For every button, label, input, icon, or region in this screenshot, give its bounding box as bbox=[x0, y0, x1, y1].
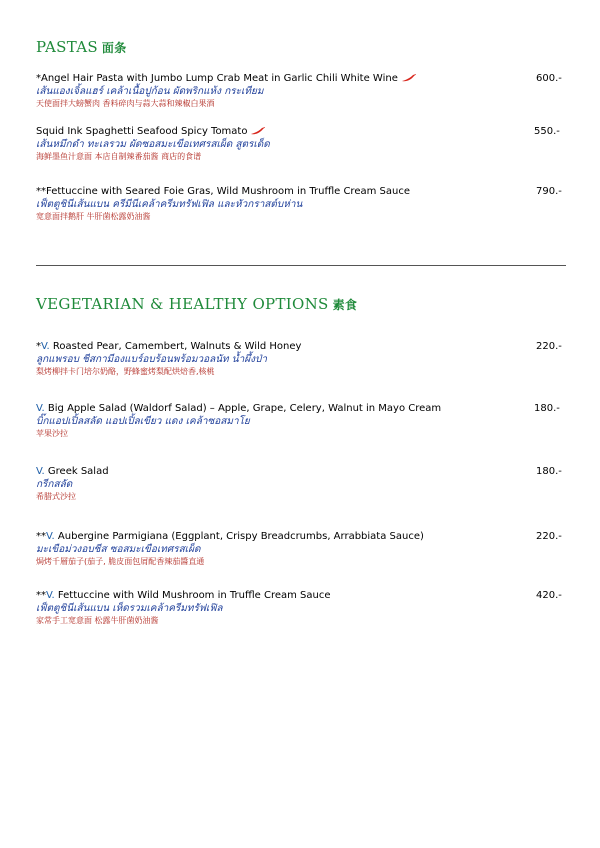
item-price: 180.- bbox=[536, 466, 562, 477]
menu-item bbox=[36, 465, 566, 503]
item-cn: 天使面拌大螃蟹肉 香料碎肉与蒜大蒜和辣椒白果酒 bbox=[36, 99, 215, 108]
item-name bbox=[36, 530, 566, 543]
item-name-text: Squid Ink Spaghetti Seafood Spicy Tomato bbox=[36, 126, 248, 137]
item-name-text: Greek Salad bbox=[44, 466, 109, 477]
item-price: 790.- bbox=[536, 186, 562, 197]
section-divider bbox=[36, 265, 566, 266]
menu-item bbox=[36, 340, 566, 378]
item-price: 220.- bbox=[536, 531, 562, 542]
item-prefix: ** bbox=[36, 590, 46, 601]
section-title-text: PASTAS bbox=[36, 38, 98, 56]
item-thai: มะเขือม่วงอบชีส ซอสมะเขือเทศรสเผ็ด bbox=[36, 544, 201, 555]
item-price: 420.- bbox=[536, 590, 562, 601]
item-thai: บิ๊กแอปเปิ้ลสลัด แอปเปิ้ลเขียว แดง เคล้าซอสมาโย bbox=[36, 416, 250, 427]
section-title-pastas bbox=[36, 38, 127, 56]
item-thai: เฟ็ตตูชินีเส้นแบน เห็ดรวมเคล้าครีมทรัฟเฟิล bbox=[36, 603, 223, 614]
vegetarian-marker: V. bbox=[41, 341, 50, 352]
item-price: 180.- bbox=[534, 403, 560, 414]
item-name-text: Big Apple Salad (Waldorf Salad) – Apple, Grape, Celery, Walnut in Mayo Cream bbox=[44, 403, 442, 414]
item-name bbox=[36, 402, 566, 415]
item-prefix: ** bbox=[36, 531, 46, 542]
menu-item bbox=[36, 185, 566, 223]
vegetarian-marker: V. bbox=[36, 403, 45, 414]
item-cn: 宽意面拌鹅肝 牛肝菌松露奶油酱 bbox=[36, 212, 151, 221]
item-name bbox=[36, 589, 566, 602]
item-thai: เส้นหมึกดำ ทะเลรวม ผัดซอสมะเขือเทศรสเผ็ด สูตรเด็ด bbox=[36, 139, 270, 150]
item-price: 220.- bbox=[536, 341, 562, 352]
vegetarian-marker: V. bbox=[46, 531, 55, 542]
chili-icon bbox=[401, 73, 417, 83]
section-title-vegetarian bbox=[36, 295, 357, 313]
item-cn: 梨烤柳拌卡门培尔奶酪，野蜂蜜烤梨配烘焙香,核桃 bbox=[36, 367, 215, 376]
section-title-text: VEGETARIAN & HEALTHY OPTIONS bbox=[36, 295, 329, 313]
item-cn: 苹果沙拉 bbox=[36, 429, 68, 438]
item-thai: เฟ็ตตูชินีเส้นแบน ครีมีนีเคล้าครีมทรัฟเฟิล และหัวกราสต์บห่าน bbox=[36, 199, 303, 210]
item-thai: ลูกแพรอบ ชีสกามีองแบร์อบร้อนพร้อมวอลนัท น้ำผึ้งป่า bbox=[36, 354, 267, 365]
item-name-text: Aubergine Parmigiana (Eggplant, Crispy Breadcrumbs, Arrabbiata Sauce) bbox=[54, 531, 424, 542]
item-name-text: *Angel Hair Pasta with Jumbo Lump Crab Meat in Garlic Chili White Wine bbox=[36, 73, 398, 84]
section-title-cn: 面条 bbox=[101, 41, 127, 55]
item-name: **Fettuccine with Seared Foie Gras, Wild Mushroom in Truffle Cream Sauce bbox=[36, 186, 410, 197]
item-name bbox=[36, 125, 566, 138]
item-price: 600.- bbox=[536, 73, 562, 84]
item-price: 550.- bbox=[534, 126, 560, 137]
item-thai: กรีกสลัด bbox=[36, 479, 73, 490]
vegetarian-marker: V. bbox=[46, 590, 55, 601]
chili-icon bbox=[250, 126, 266, 136]
item-name bbox=[36, 72, 566, 85]
item-cn: 焗烤千層茄子(茄子, 脆皮面包屑配香辣茄醬直通 bbox=[36, 557, 205, 566]
item-name-text: Fettuccine with Wild Mushroom in Truffle Cream Sauce bbox=[54, 590, 331, 601]
menu-item bbox=[36, 530, 566, 568]
item-cn: 家常手工宽意面 松露牛肝菌奶油酱 bbox=[36, 616, 159, 625]
item-cn: 海鲜墨鱼汁意面 本店自制辣番茄酱 商店的食谱 bbox=[36, 152, 202, 161]
menu-item bbox=[36, 589, 566, 627]
item-name bbox=[36, 340, 566, 353]
item-thai: เส้นแองเจิ้ลแฮร์ เคล้าเนื้อปูก้อน ผัดพริกแห้ง กระเทียม bbox=[36, 86, 264, 97]
section-title-cn: 素食 bbox=[332, 298, 358, 312]
vegetarian-marker: V. bbox=[36, 466, 45, 477]
menu-item bbox=[36, 402, 566, 440]
item-name-text: Roasted Pear, Camembert, Walnuts & Wild Honey bbox=[49, 341, 302, 352]
item-cn: 希腊式沙拉 bbox=[36, 492, 76, 501]
menu-item bbox=[36, 72, 566, 110]
item-prefix: * bbox=[36, 341, 41, 352]
menu-item bbox=[36, 125, 566, 163]
item-name bbox=[36, 465, 566, 478]
